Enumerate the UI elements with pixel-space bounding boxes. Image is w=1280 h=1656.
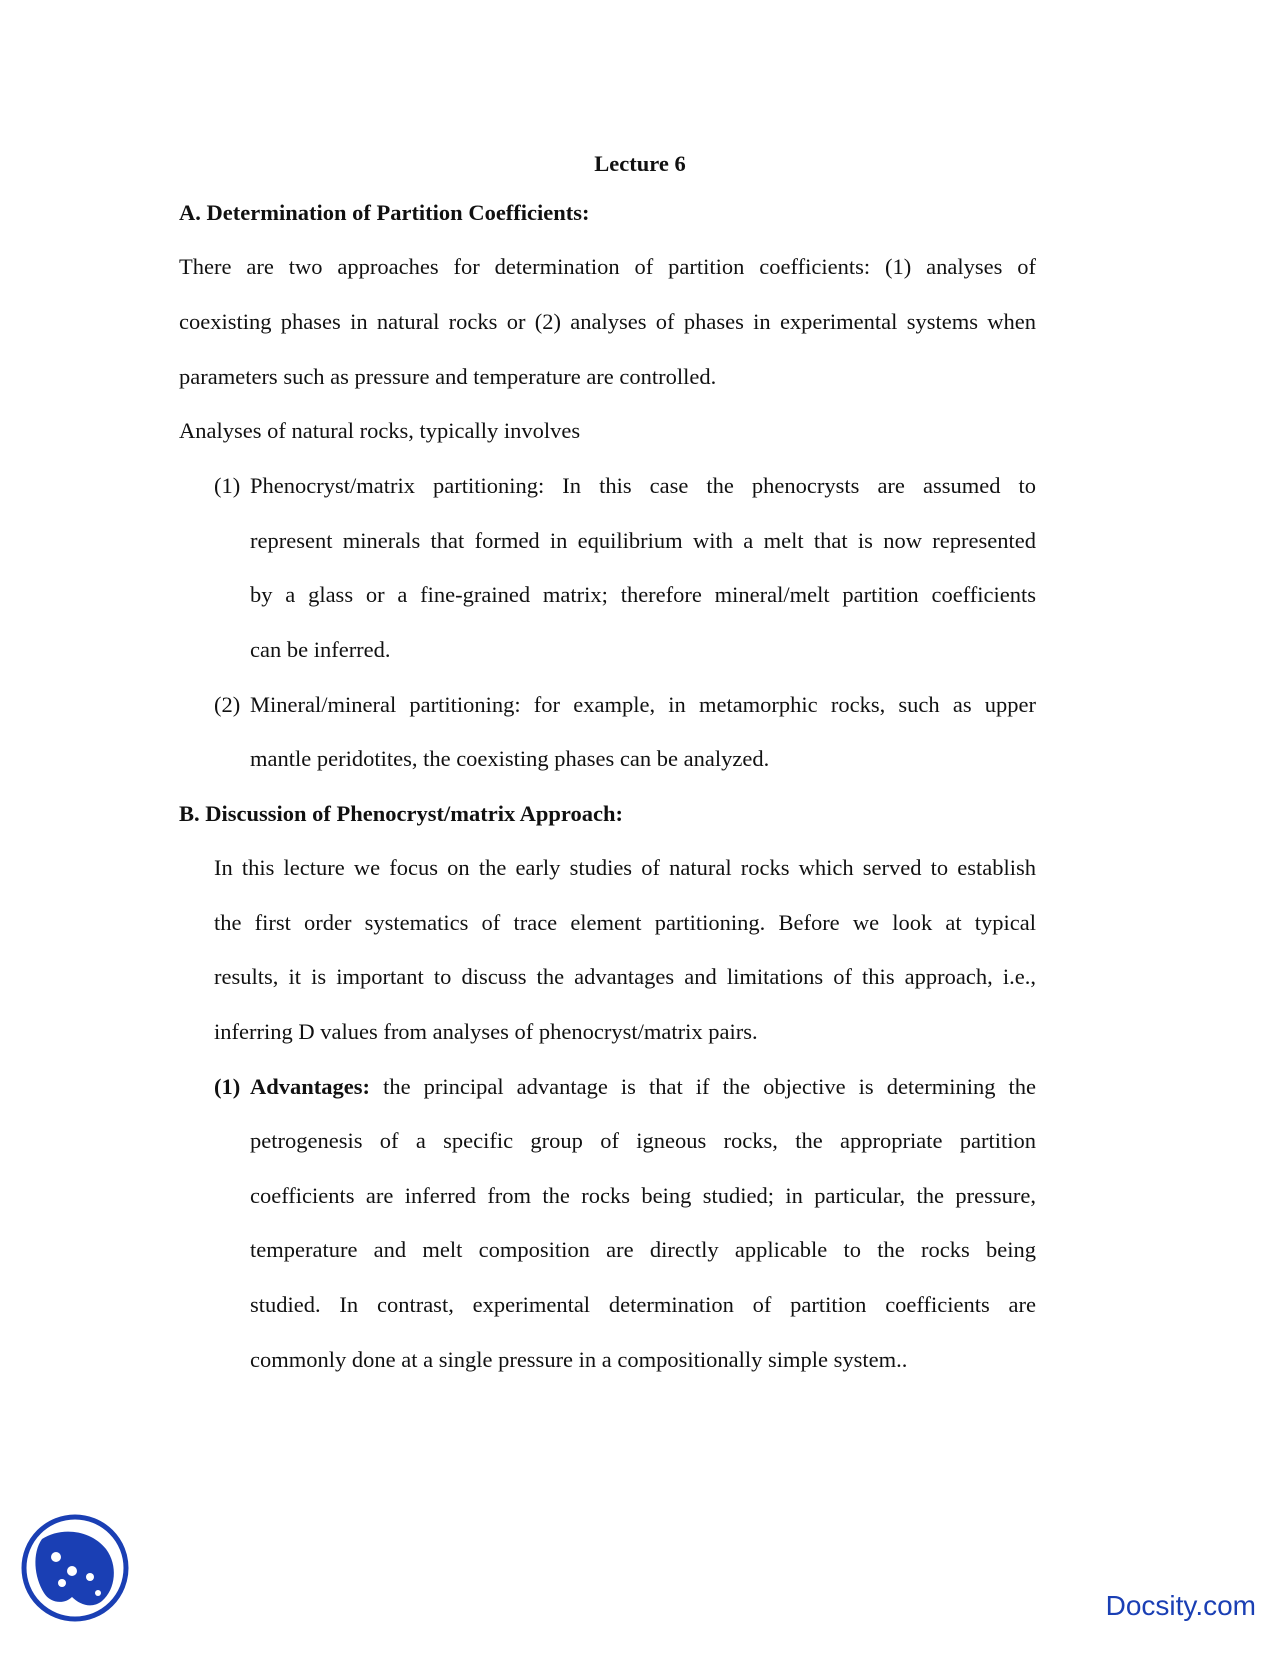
page-title: Lecture 6 <box>594 151 686 176</box>
docsity-brand-link[interactable]: Docsity.com <box>1105 1590 1256 1621</box>
advantages-first-line <box>250 1072 1036 1102</box>
list-item-line: Mineral/mineral partitioning: for example, in metamorphic rocks, such as upper <box>250 692 1036 717</box>
section-b-para-line: the first order systematics of trace element partitioning. Before we look at typical <box>214 910 1036 935</box>
advantages-line: petrogenesis of a specific group of igneous rocks, the appropriate partition <box>250 1128 1036 1153</box>
advantages-line: temperature and melt composition are directly applicable to the rocks being <box>250 1237 1036 1262</box>
section-b-heading: B. Discussion of Phenocryst/matrix Approach: <box>179 801 623 826</box>
list-item-line: mantle peridotites, the coexisting phases can be analyzed. <box>250 746 770 771</box>
section-b-para-line: In this lecture we focus on the early studies of natural rocks which served to establish <box>214 855 1036 880</box>
section-a-para-line: There are two approaches for determination of partition coefficients: (1) analyses of <box>179 254 1036 279</box>
advantages-number: (1) <box>214 1074 241 1099</box>
list-item-line: by a glass or a fine-grained matrix; therefore mineral/melt partition coefficients <box>250 582 1036 607</box>
section-a-para-line: coexisting phases in natural rocks or (2) analyses of phases in experimental systems when <box>179 309 1036 334</box>
section-a-intro: Analyses of natural rocks, typically involves <box>179 418 581 443</box>
docsity-logo-icon[interactable] <box>20 1513 130 1623</box>
list-item-line: Phenocryst/matrix partitioning: In this case the phenocrysts are assumed to <box>250 473 1036 498</box>
advantages-label: Advantages: <box>250 1074 371 1099</box>
list-item-line: represent minerals that formed in equilibrium with a melt that is now represented <box>250 528 1036 553</box>
section-b-para-line: inferring D values from analyses of phenocryst/matrix pairs. <box>214 1019 758 1044</box>
advantages-line: coefficients are inferred from the rocks being studied; in particular, the pressure, <box>250 1183 1036 1208</box>
list-item-line: can be inferred. <box>250 637 391 662</box>
section-a-heading: A. Determination of Partition Coefficients: <box>179 200 590 225</box>
section-a-para-line: parameters such as pressure and temperature are controlled. <box>179 364 717 389</box>
advantages-line: studied. In contrast, experimental determination of partition coefficients are <box>250 1292 1036 1317</box>
advantages-line: commonly done at a single pressure in a compositionally simple system.. <box>250 1347 908 1372</box>
section-b-para-line: results, it is important to discuss the advantages and limitations of this approach, i.e., <box>214 964 1036 989</box>
advantages-first-line-text: the principal advantage is that if the objective is determining the <box>370 1074 1036 1099</box>
list-item-number: (2) <box>214 692 241 717</box>
list-item-number: (1) <box>214 473 241 498</box>
